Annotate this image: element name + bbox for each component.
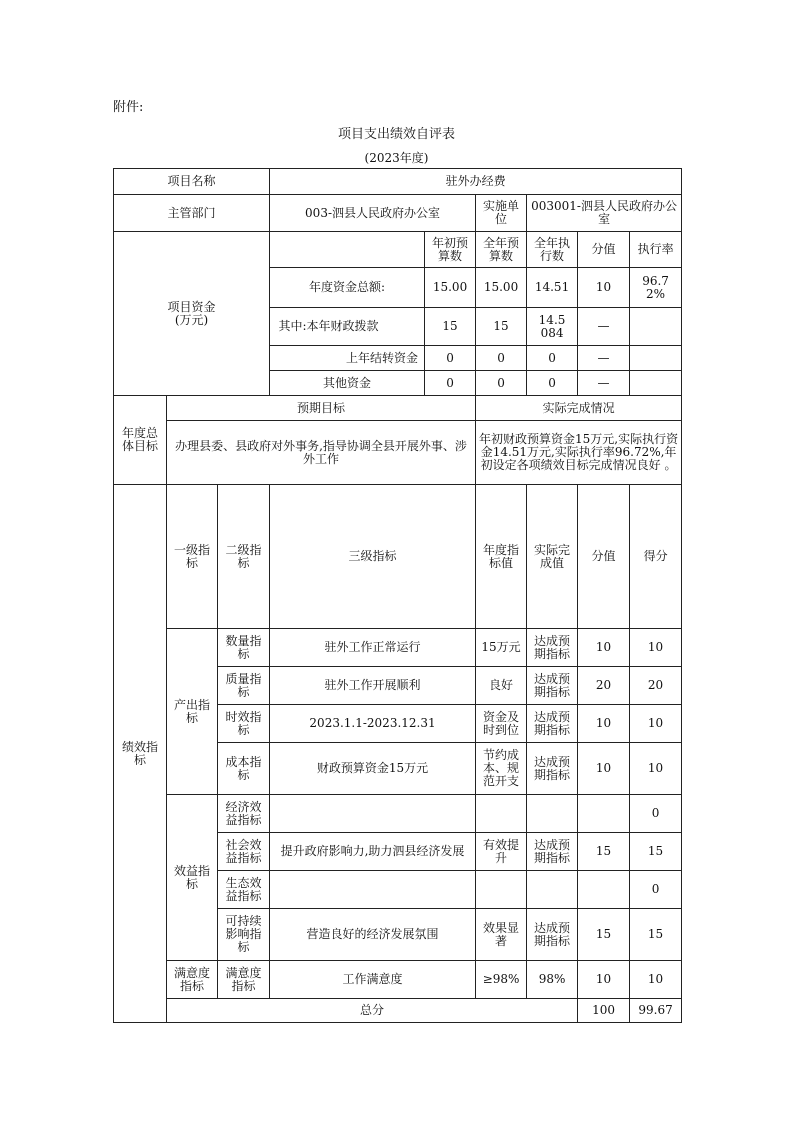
- level3-cell: 财政预算资金15万元: [270, 743, 476, 795]
- fund-row-label: 年度资金总额:: [270, 268, 425, 308]
- score-cell: 10: [578, 705, 630, 743]
- fund-cell: 15.00: [425, 268, 476, 308]
- actual-cell: 达成预期指标: [527, 909, 578, 961]
- fund-cell: 15: [476, 308, 527, 346]
- col-got: 得分: [630, 485, 682, 629]
- actual-cell: 达成预期指标: [527, 743, 578, 795]
- goals-label: 年度总体目标: [114, 396, 167, 485]
- fund-row-label: 上年结转资金: [270, 346, 425, 371]
- target-cell: 节约成本、规范开支: [476, 743, 527, 795]
- got-cell: 15: [630, 909, 682, 961]
- level3-cell: 提升政府影响力,助力泗县经济发展: [270, 833, 476, 871]
- level3-cell: 工作满意度: [270, 961, 476, 999]
- expected-goal-text: 办理县委、县政府对外事务,指导协调全县开展外事、涉外工作: [167, 421, 476, 485]
- actual-goal-label: 实际完成情况: [476, 396, 682, 421]
- score-cell: [578, 795, 630, 833]
- got-cell: 20: [630, 667, 682, 705]
- target-cell: 效果显著: [476, 909, 527, 961]
- fund-cell: —: [578, 308, 630, 346]
- level2-cell: 生态效益指标: [218, 871, 270, 909]
- dept-label: 主管部门: [114, 195, 270, 232]
- fund-cell: 14.51: [527, 268, 578, 308]
- col-level2: 二级指标: [218, 485, 270, 629]
- level3-cell: 驻外工作开展顺利: [270, 667, 476, 705]
- col-rate: 执行率: [630, 232, 682, 268]
- fund-row-label: 其中:本年财政拨款: [270, 308, 425, 346]
- fund-cell: [630, 346, 682, 371]
- col-score: 分值: [578, 232, 630, 268]
- level3-cell: 2023.1.1-2023.12.31: [270, 705, 476, 743]
- level2-cell: 时效指标: [218, 705, 270, 743]
- fund-cell: [630, 371, 682, 396]
- project-name: 驻外办经费: [270, 169, 682, 195]
- level2-cell: 数量指标: [218, 629, 270, 667]
- fund-cell: 0: [476, 371, 527, 396]
- got-cell: 10: [630, 629, 682, 667]
- actual-goal-text: 年初财政预算资金15万元,实际执行资金14.51万元,实际执行率96.72%,年初设定各项绩效目标完成情况良好 。: [476, 421, 682, 485]
- fund-row-label: 其他资金: [270, 371, 425, 396]
- col-full-budget: 全年预算数: [476, 232, 527, 268]
- project-name-label: 项目名称: [114, 169, 270, 195]
- target-cell: 良好: [476, 667, 527, 705]
- fund-cell: 10: [578, 268, 630, 308]
- fund-cell: 96.72%: [630, 268, 682, 308]
- fund-cell: 15: [425, 308, 476, 346]
- fund-cell: 15.00: [476, 268, 527, 308]
- got-cell: 0: [630, 795, 682, 833]
- level3-cell: 营造良好的经济发展氛围: [270, 909, 476, 961]
- fund-cell: 14.5084: [527, 308, 578, 346]
- fund-cell: —: [578, 346, 630, 371]
- dept-value: 003-泗县人民政府办公室: [270, 195, 476, 232]
- level2-cell: 经济效益指标: [218, 795, 270, 833]
- score-cell: 15: [578, 909, 630, 961]
- got-cell: 10: [630, 705, 682, 743]
- actual-cell: 达成预期指标: [527, 833, 578, 871]
- fund-cell: 0: [425, 371, 476, 396]
- target-cell: [476, 871, 527, 909]
- got-cell: 0: [630, 871, 682, 909]
- got-cell: 10: [630, 743, 682, 795]
- impl-label: 实施单位: [476, 195, 527, 232]
- level3-cell: [270, 871, 476, 909]
- fund-cell: 0: [425, 346, 476, 371]
- funds-header-blank: [270, 232, 425, 268]
- indicators-label: 绩效指标: [114, 485, 167, 1023]
- target-cell: 有效提升: [476, 833, 527, 871]
- score-cell: 10: [578, 629, 630, 667]
- satisfaction-indicators-label: 满意度指标: [167, 961, 218, 999]
- actual-cell: 达成预期指标: [527, 667, 578, 705]
- col-execution: 全年执行数: [527, 232, 578, 268]
- actual-cell: [527, 871, 578, 909]
- actual-cell: [527, 795, 578, 833]
- total-label: 总分: [167, 999, 578, 1023]
- actual-cell: 达成预期指标: [527, 629, 578, 667]
- col-actual: 实际完成值: [527, 485, 578, 629]
- target-cell: [476, 795, 527, 833]
- funds-label: 项目资金 (万元): [114, 232, 270, 396]
- score-cell: 15: [578, 833, 630, 871]
- benefit-indicators-label: 效益指标: [167, 795, 218, 961]
- got-cell: 15: [630, 833, 682, 871]
- target-cell: 资金及时到位: [476, 705, 527, 743]
- level3-cell: [270, 795, 476, 833]
- score-cell: [578, 871, 630, 909]
- actual-cell: 98%: [527, 961, 578, 999]
- output-indicators-label: 产出指标: [167, 629, 218, 795]
- fund-cell: 0: [476, 346, 527, 371]
- col-level1: 一级指标: [167, 485, 218, 629]
- total-got: 99.67: [630, 999, 682, 1023]
- col-target: 年度指标值: [476, 485, 527, 629]
- impl-value: 003001-泗县人民政府办公室: [527, 195, 682, 232]
- col-initial-budget: 年初预算数: [425, 232, 476, 268]
- col-level3: 三级指标: [270, 485, 476, 629]
- level2-cell: 成本指标: [218, 743, 270, 795]
- got-cell: 10: [630, 961, 682, 999]
- score-cell: 10: [578, 743, 630, 795]
- expected-goal-label: 预期目标: [167, 396, 476, 421]
- score-cell: 10: [578, 961, 630, 999]
- total-score: 100: [578, 999, 630, 1023]
- level2-cell: 可持续影响指标: [218, 909, 270, 961]
- col-score: 分值: [578, 485, 630, 629]
- target-cell: ≥98%: [476, 961, 527, 999]
- level2-cell: 满意度指标: [218, 961, 270, 999]
- form-year: (2023年度): [364, 151, 429, 165]
- level2-cell: 质量指标: [218, 667, 270, 705]
- fund-cell: 0: [527, 371, 578, 396]
- level3-cell: 驻外工作正常运行: [270, 629, 476, 667]
- score-cell: 20: [578, 667, 630, 705]
- fund-cell: 0: [527, 346, 578, 371]
- attachment-label: 附件:: [113, 100, 144, 115]
- target-cell: 15万元: [476, 629, 527, 667]
- actual-cell: 达成预期指标: [527, 705, 578, 743]
- evaluation-table: [113, 168, 682, 1023]
- form-title: 项目支出绩效自评表: [337, 127, 455, 142]
- level2-cell: 社会效益指标: [218, 833, 270, 871]
- fund-cell: [630, 308, 682, 346]
- fund-cell: —: [578, 371, 630, 396]
